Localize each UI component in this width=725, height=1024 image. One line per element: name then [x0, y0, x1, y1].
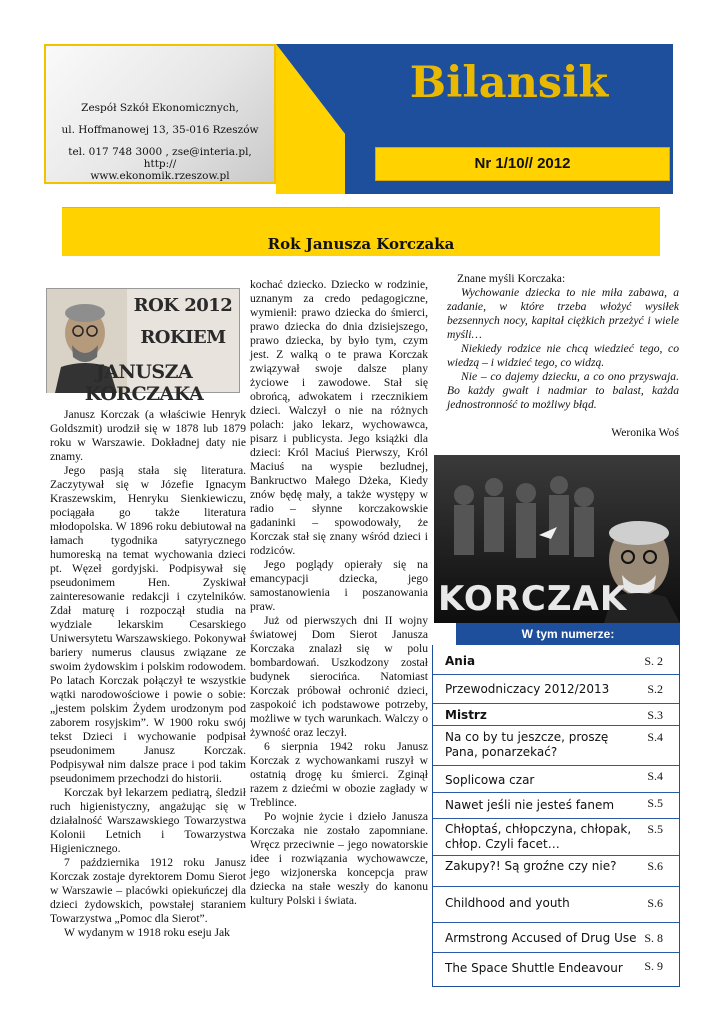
article-column-1: [50, 408, 246, 940]
paragraph: Korczak był lekarzem pediatrą, śledził ruch higienistyczny, angażując się w działalność Warszawskiego Towarzystwa Kolonii Letnich i Towarzystwa Higienicznego.: [50, 786, 246, 855]
toc-item[interactable]: [433, 953, 679, 986]
toc-item-page: S. 2: [644, 654, 663, 668]
toc-item-page: S.5: [647, 796, 663, 810]
toc-item[interactable]: [433, 819, 679, 856]
toc-item-title: Nawet jeśli nie jesteś fanem: [445, 798, 615, 812]
paragraph: 6 sierpnia 1942 roku Janusz Korczak z wychowankami ruszył w ostatnią drogę ku śmierci. Zginął razem z dziećmi w obozie zagłady w Treblince.: [250, 740, 428, 809]
paragraph: W wydanym w 1918 roku eseju Jak: [64, 926, 230, 939]
paragraph: 7 października 1912 roku Janusz Korczak zostaje dyrektorem Domu Sierot w Warszawie – placówki opiekuńczej dla dzieci żydowskich, powstałej staraniem Towarzystwa „Pomoc dla Sierot”.: [50, 856, 246, 925]
toc-item-page: S. 8: [644, 931, 663, 945]
table-of-contents: [432, 645, 680, 987]
toc-item-title: Przewodniczacy 2012/2013: [445, 682, 610, 696]
toc-item[interactable]: [433, 793, 679, 819]
paragraph: Po wojnie życie i dzieło Janusza Korczaka nie zostało zapomniane. Wręcz przeciwnie – jego nowatorskie idee i rozwiązania wychowawcze, jego wizjonerska koncepcja praw dziecka na stałe weszły do kanonu kultury Polski i świata.: [250, 810, 428, 907]
school-address: ul. Hoffmanowej 13, 35-016 Rzeszów: [61, 124, 259, 136]
toc-item-title: Soplicowa czar: [445, 773, 535, 787]
toc-item[interactable]: [433, 923, 679, 953]
school-contact-line2: www.ekonomik.rzeszow.pl: [90, 170, 230, 182]
article-author: Weronika Woś: [611, 426, 679, 439]
toc-item[interactable]: [433, 766, 679, 793]
toc-item-title: Chłoptaś, chłopczyna, chłopak, chłop. Czyli facet…: [445, 822, 632, 851]
korczak-poster: [46, 288, 240, 405]
paragraph: Już od pierwszych dni II wojny światowej Dom Sierot Janusza Korczaka znalazł się w polu bombardowań. Uszkodzony został budynek sierocińca. Natomiast Korczak próbował ochronić dzieci, zaspokoić ich podstawowe potrzeby, możliwe w tych warunkach. Walczy o żywność oraz leczył.: [250, 614, 428, 739]
masthead-school-info: [44, 44, 276, 184]
toc-item[interactable]: [433, 726, 679, 766]
toc-item-page: S.5: [647, 822, 663, 836]
quotes-intro: Znane myśli Korczaka:: [457, 272, 566, 285]
toc-item-title: Na co by tu jeszcze, proszę Pana, ponarzekać?: [445, 730, 609, 759]
toc-item-title: The Space Shuttle Endeavour: [445, 961, 623, 975]
issue-number: Nr 1/10// 2012: [375, 147, 670, 181]
poster-line1: ROK 2012: [133, 295, 233, 316]
quotes-column: [447, 272, 679, 440]
toc-item-page: S.2: [647, 682, 663, 696]
toc-item-title: Zakupy?! Są groźne czy nie?: [445, 859, 617, 873]
paragraph: Jego poglądy opierały się na emancypacji dziecka, jego samostanowienia i poszanowania praw.: [250, 558, 428, 613]
toc-item-title: Armstrong Accused of Drug Use: [445, 931, 637, 945]
toc-heading: W tym numerze:: [456, 623, 680, 645]
toc-item-title: Ania: [445, 654, 476, 668]
poster-line2: ROKIEM: [140, 327, 226, 348]
school-contact-line1: tel. 017 748 3000 , zse@interia.pl, http://: [68, 146, 252, 170]
quote: Wychowanie dziecka to nie miła zabawa, a zadanie, w które trzeba włożyć wysiłek bezsennych nocy, kapitał ciężkich przeżyć i wiele myśli…: [447, 286, 679, 341]
photo-caption: KORCZAK: [438, 579, 628, 619]
quote: Nie – co dajemy dziecku, a co ono przyswaja. Bo każdy gwałt i nadmiar to balast, każda jednostronność to możliwy błąd.: [447, 370, 679, 411]
poster-line3: JANUSZA KORCZAKA: [84, 361, 204, 405]
toc-item[interactable]: [433, 645, 679, 675]
toc-item[interactable]: [433, 887, 679, 923]
toc-item-page: S.6: [647, 896, 663, 910]
paragraph: Jego pasją stała się literatura. Zaczytywał się w Józefie Ignacym Kraszewskim, Henryku Sienkiewiczu, pociągała go także literatura młodopolska. W 1896 roku debiutował na łamach tygodnika satyrycznego humoreską na temat wychowania dzieci pt. Węzeł gordyjski. Podpisywał się pseudonimem Hen. Zyskiwał zainteresowanie redakcji i czytelników. Zdał maturę i rozpoczął studia na wydziale lekarskim Cesarskiego Uniwersytetu Warszawskiego. Pokonywał bariery numerus clausus związane ze swoim żydowskim i polskim rodowodem. Po latach Korczak połączył te wszystkie wątki narodowościowe i powie o sobie: „jestem polskim Żydem urodzonym pod zaborem rosyjskim”. W 1900 roku swój tekst Dzieci i wychowanie podpisał pseudonimem Janusz Korczak. Podpisywał nim dalsze prace i pod takim pseudonimem przechodzi do historii.: [50, 464, 246, 785]
toc-item[interactable]: [433, 675, 679, 704]
toc-item-title: Mistrz: [445, 708, 487, 722]
toc-item[interactable]: [433, 704, 679, 726]
toc-item-page: S. 9: [644, 959, 663, 973]
toc-item-page: S.3: [647, 708, 663, 722]
toc-item[interactable]: [433, 856, 679, 887]
school-name: Zespół Szkół Ekonomicznych,: [81, 102, 239, 114]
newspaper-title: Bilansik: [409, 58, 609, 108]
paragraph: Janusz Korczak (a właściwie Henryk Goldszmit) urodził się w 1878 lub 1879 roku w Warszawie. Dokładnej daty nie znamy.: [50, 408, 246, 463]
paragraph: kochać dziecko. Dziecko w rodzinie, uznanym za credo pedagogiczne, wymienił: prawo dziecka do śmierci, prawo dziecka do dnia dzisiejszego, prawo dziecka, by było tym, czym jest. Z walką o te prawa Korczak związywał swoje dalsze plany życiowe i zawodowe. Stał się obrońcą, adwokatem i rzecznikiem dzieci. Walczył o nie na różnych polach: jako lekarz, wychowawca, pisarz i publicysta. Jego książki dla dzieci: Król Maciuś Pierwszy, Król Maciuś na wyspie bezludnej, Bankructwo Małego Dżeka, Kiedy znów będę mały, a także występy w radio – słynne korczakowskie gadaninki – spowodowały, że Korczak stał się znany wśród dzieci i rodziców.: [250, 278, 428, 557]
toc-item-page: S.4: [647, 730, 663, 744]
article-title: Rok Janusza Korczaka: [62, 207, 660, 256]
toc-item-title: Childhood and youth: [445, 896, 570, 910]
toc-item-page: S.6: [647, 859, 663, 873]
korczak-photo: [434, 455, 680, 623]
article-column-2: [250, 278, 428, 908]
quote: Niekiedy rodzice nie chcą wiedzieć tego, co wiedzą – i widzieć tego, co widzą.: [447, 342, 679, 369]
toc-item-page: S.4: [647, 769, 663, 783]
